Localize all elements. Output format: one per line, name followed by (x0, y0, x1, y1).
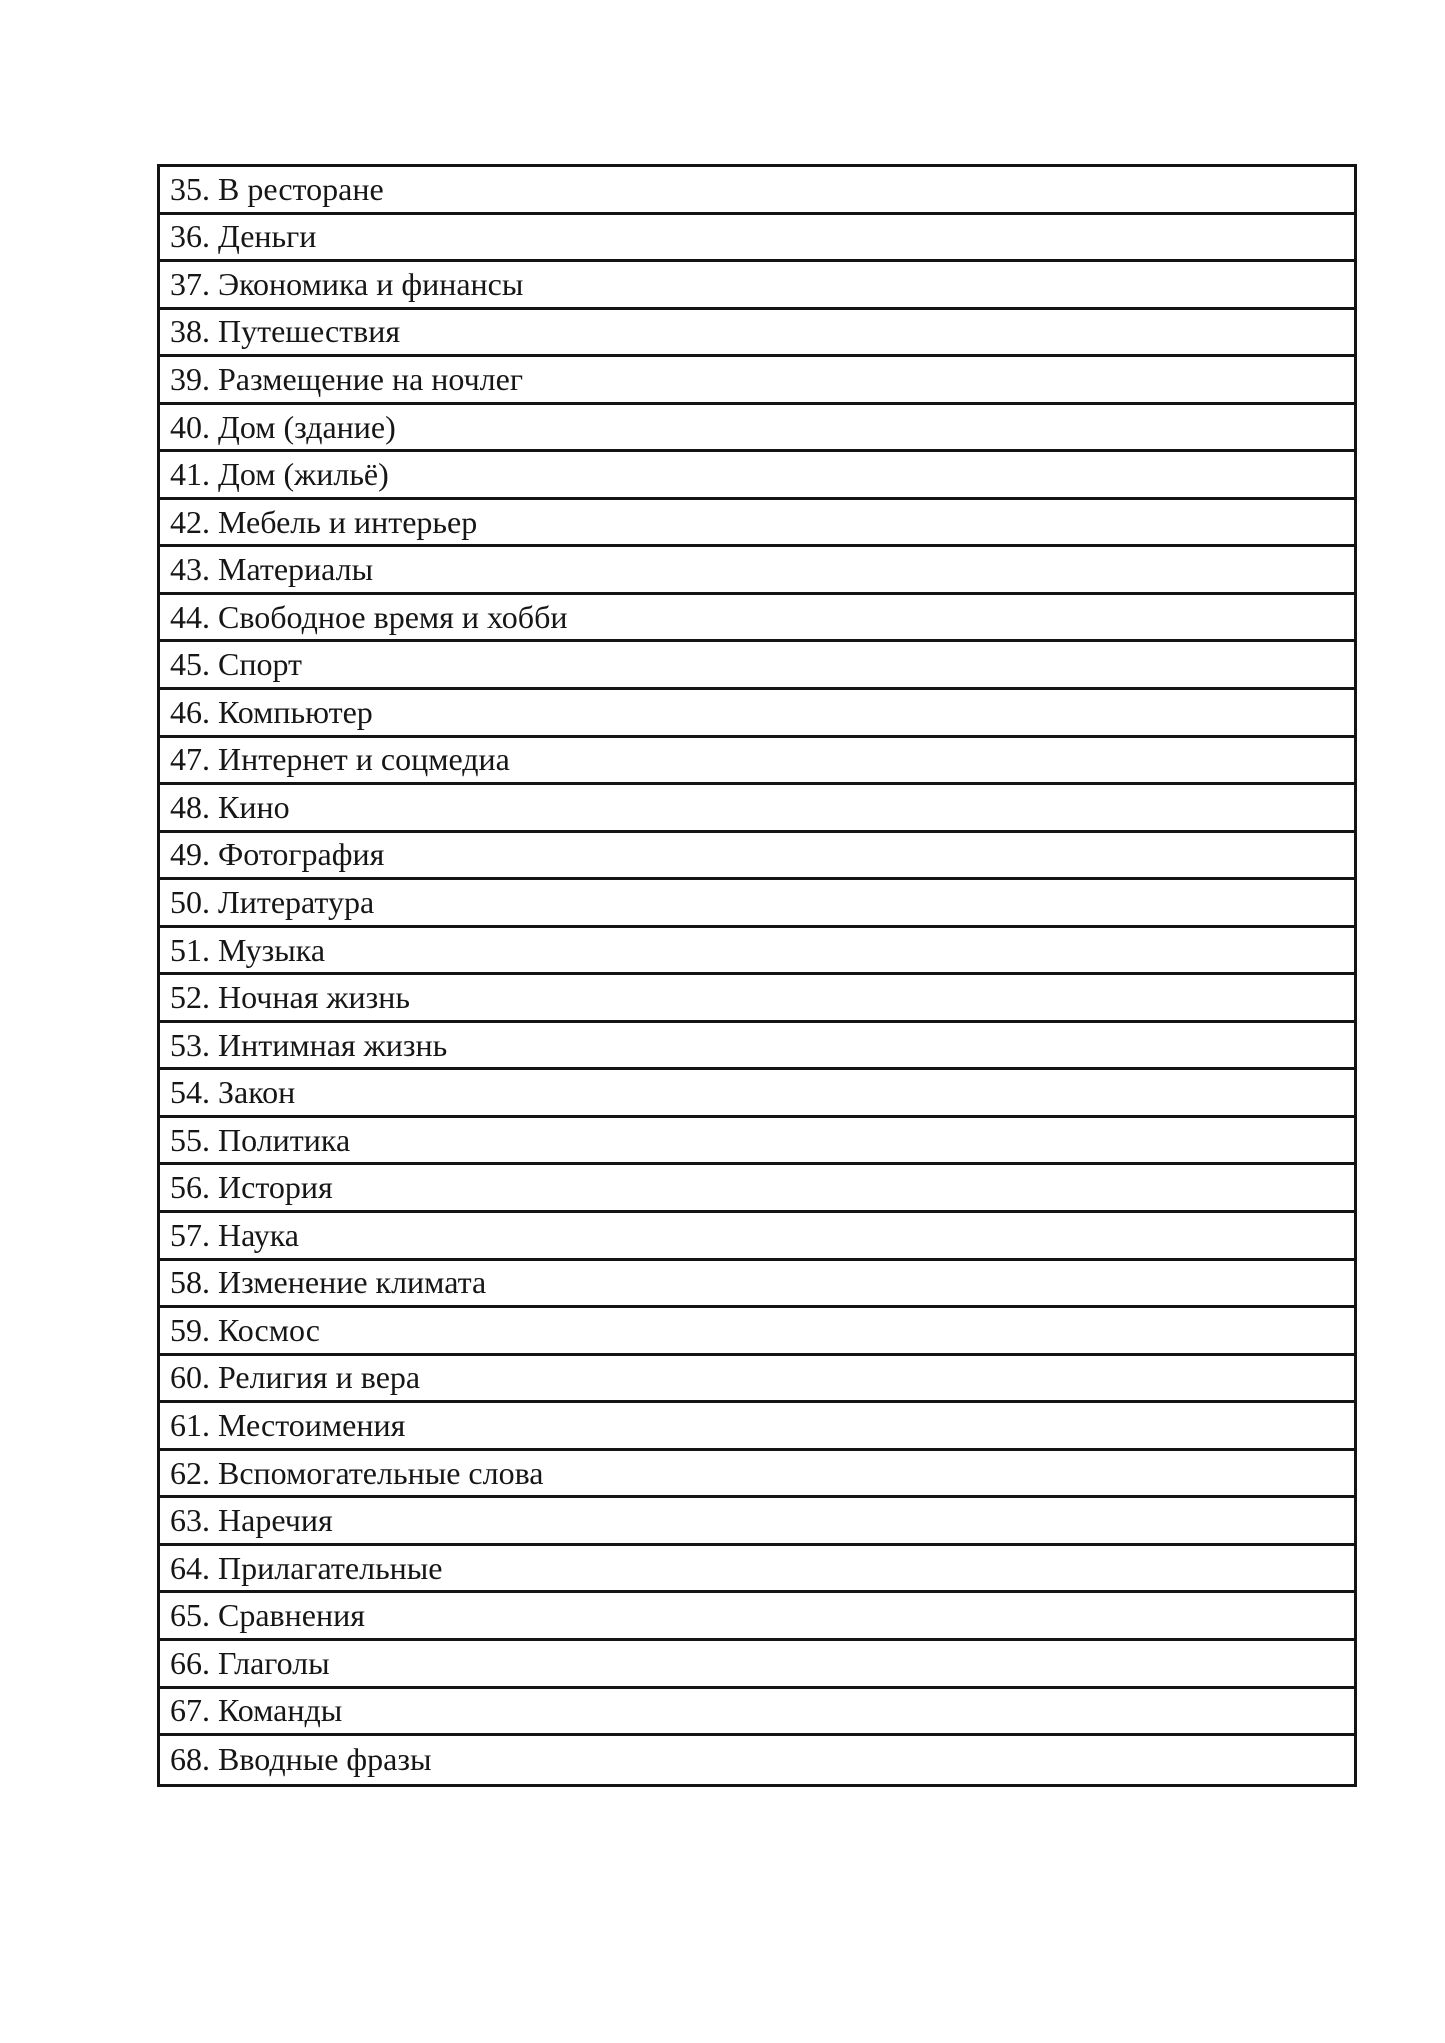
toc-row (160, 405, 1354, 453)
toc-row (160, 642, 1354, 690)
toc-item-number: 53. (170, 1026, 210, 1063)
toc-item-title: Мебель и интерьер (218, 503, 478, 540)
toc-item-title: Путешествия (218, 313, 401, 350)
toc-item-title: История (218, 1169, 333, 1206)
toc-item-title: Дом (жильё) (218, 456, 389, 493)
toc-item-title: Дом (здание) (218, 408, 396, 445)
toc-row (160, 357, 1354, 405)
toc-item-title: Закон (218, 1074, 296, 1111)
toc-row (160, 738, 1354, 786)
toc-item-number: 48. (170, 788, 210, 825)
toc-row (160, 167, 1354, 215)
toc-item-number: 50. (170, 883, 210, 920)
toc-row (160, 452, 1354, 500)
toc-item-number: 64. (170, 1549, 210, 1586)
toc-item-title: Деньги (218, 218, 317, 255)
toc-item-number: 46. (170, 693, 210, 730)
toc-item-number: 65. (170, 1597, 210, 1634)
toc-item-title: Компьютер (218, 693, 373, 730)
toc-item-number: 58. (170, 1264, 210, 1301)
toc-row (160, 500, 1354, 548)
toc-row (160, 1308, 1354, 1356)
toc-item-number: 63. (170, 1502, 210, 1539)
toc-item-number: 38. (170, 313, 210, 350)
toc-item-title: Команды (218, 1692, 343, 1729)
toc-item-number: 37. (170, 265, 210, 302)
toc-item-title: Интернет и соцмедиа (218, 741, 510, 778)
toc-row (160, 310, 1354, 358)
toc-item-number: 62. (170, 1454, 210, 1491)
toc-row (160, 880, 1354, 928)
toc-item-number: 59. (170, 1311, 210, 1348)
toc-row (160, 1736, 1354, 1784)
toc-item-number: 57. (170, 1216, 210, 1253)
toc-row (160, 1165, 1354, 1213)
toc-item-title: Интимная жизнь (218, 1026, 448, 1063)
toc-item-title: Политика (218, 1121, 351, 1158)
toc-row (160, 1356, 1354, 1404)
toc-item-title: Музыка (218, 931, 326, 968)
toc-item-number: 61. (170, 1406, 210, 1443)
toc-item-title: Свободное время и хобби (218, 598, 568, 635)
toc-row (160, 1070, 1354, 1118)
toc-item-title: Вводные фразы (218, 1741, 432, 1778)
toc-table (157, 164, 1357, 1787)
toc-item-title: Вспомогательные слова (218, 1454, 544, 1491)
toc-row (160, 1213, 1354, 1261)
toc-row (160, 547, 1354, 595)
toc-item-number: 47. (170, 741, 210, 778)
toc-item-title: Космос (218, 1311, 320, 1348)
toc-item-title: Местоимения (218, 1406, 406, 1443)
toc-row (160, 833, 1354, 881)
toc-item-title: Размещение на ночлег (218, 360, 523, 397)
toc-row (160, 1593, 1354, 1641)
toc-item-title: Изменение климата (218, 1264, 487, 1301)
toc-row (160, 1498, 1354, 1546)
toc-row (160, 262, 1354, 310)
toc-item-number: 51. (170, 931, 210, 968)
toc-item-number: 60. (170, 1359, 210, 1396)
toc-row (160, 1023, 1354, 1071)
toc-item-number: 49. (170, 836, 210, 873)
toc-item-number: 43. (170, 551, 210, 588)
toc-item-number: 68. (170, 1741, 210, 1778)
toc-row (160, 1641, 1354, 1689)
toc-item-title: Материалы (218, 551, 374, 588)
toc-row (160, 1689, 1354, 1737)
toc-item-title: Ночная жизнь (218, 979, 411, 1016)
toc-item-number: 67. (170, 1692, 210, 1729)
toc-row (160, 1403, 1354, 1451)
toc-item-number: 35. (170, 170, 210, 207)
toc-item-number: 54. (170, 1074, 210, 1111)
toc-row (160, 690, 1354, 738)
toc-item-number: 41. (170, 456, 210, 493)
toc-row (160, 1261, 1354, 1309)
toc-item-title: Прилагательные (218, 1549, 443, 1586)
toc-item-title: Сравнения (218, 1597, 365, 1634)
toc-row (160, 785, 1354, 833)
toc-item-number: 36. (170, 218, 210, 255)
toc-item-number: 56. (170, 1169, 210, 1206)
toc-item-title: Спорт (218, 646, 303, 683)
toc-row (160, 1451, 1354, 1499)
toc-item-number: 44. (170, 598, 210, 635)
toc-item-title: Экономика и финансы (218, 265, 524, 302)
toc-item-title: Литература (218, 883, 375, 920)
toc-row (160, 595, 1354, 643)
toc-item-title: Наречия (218, 1502, 333, 1539)
toc-row (160, 1118, 1354, 1166)
toc-item-number: 55. (170, 1121, 210, 1158)
toc-item-title: Кино (218, 788, 290, 825)
toc-item-number: 40. (170, 408, 210, 445)
toc-item-title: В ресторане (218, 170, 384, 207)
toc-item-number: 52. (170, 979, 210, 1016)
toc-item-number: 45. (170, 646, 210, 683)
toc-row (160, 928, 1354, 976)
toc-item-title: Наука (218, 1216, 299, 1253)
toc-row (160, 1546, 1354, 1594)
toc-row (160, 215, 1354, 263)
toc-item-number: 39. (170, 360, 210, 397)
toc-item-number: 66. (170, 1644, 210, 1681)
toc-item-title: Религия и вера (218, 1359, 421, 1396)
toc-item-title: Фотография (218, 836, 385, 873)
toc-item-number: 42. (170, 503, 210, 540)
toc-item-title: Глаголы (218, 1644, 330, 1681)
toc-row (160, 975, 1354, 1023)
